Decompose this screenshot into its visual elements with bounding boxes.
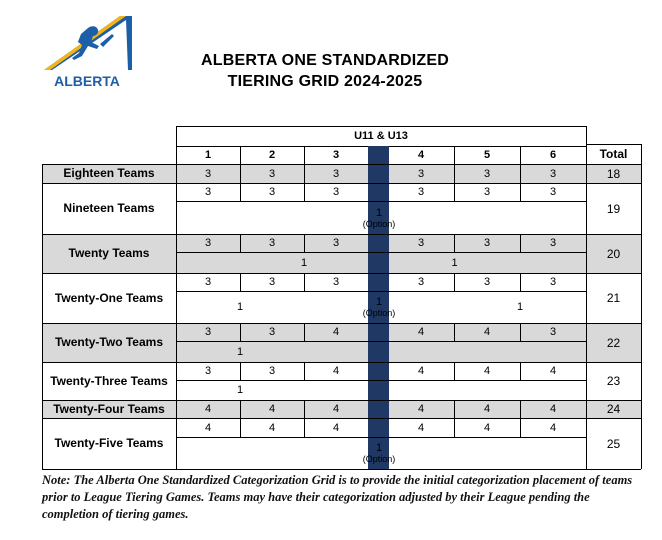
grid-line	[42, 418, 43, 469]
grid-line	[176, 418, 177, 469]
tier-count-cell: 4	[549, 403, 557, 415]
grid-line	[454, 362, 455, 380]
optional-team-cell	[389, 252, 520, 273]
tier-count-cell: 3	[268, 276, 276, 288]
grid-line	[641, 183, 642, 234]
grid-line	[641, 418, 642, 469]
grid-line	[176, 126, 586, 127]
tier-count-cell: 4	[332, 403, 340, 415]
grid-line	[240, 362, 241, 380]
tier-count-cell: 4	[417, 421, 425, 434]
optional-team-cell	[304, 201, 454, 234]
grid-line	[454, 183, 455, 201]
grid-line	[176, 291, 586, 292]
logo-text: ALBERTA	[54, 73, 120, 89]
optional-team-cell	[176, 380, 304, 400]
grid-line	[240, 418, 241, 437]
grid-line	[520, 164, 521, 183]
grid-line	[641, 362, 642, 400]
tier-count-cell: 4	[332, 326, 340, 338]
optional-team-value: 1	[375, 442, 383, 454]
grid-line	[42, 273, 641, 274]
tier-count-cell: 4	[483, 365, 491, 377]
grid-line	[42, 273, 43, 323]
grid-line	[586, 362, 587, 400]
tier-count-cell: 3	[417, 186, 425, 198]
grid-line	[586, 144, 587, 164]
grid-line	[304, 418, 305, 437]
grid-line	[454, 164, 455, 183]
grid-line	[304, 323, 305, 341]
optional-team-value: 1	[516, 301, 524, 313]
grid-line	[304, 183, 305, 201]
grid-line	[454, 400, 455, 418]
row-total: 20	[606, 246, 621, 261]
grid-line	[520, 362, 521, 380]
tier-count-cell: 4	[332, 421, 340, 434]
grid-line	[42, 164, 43, 183]
row-total: 21	[606, 291, 621, 305]
grid-line	[586, 183, 587, 234]
column-header-3: 3	[332, 149, 340, 161]
grid-line	[42, 164, 641, 165]
grid-line	[586, 418, 587, 469]
tier-count-cell: 3	[549, 276, 557, 288]
grid-line	[641, 164, 642, 183]
tier-count-cell: 3	[204, 237, 212, 249]
tier-count-cell: 3	[332, 237, 340, 249]
grid-line	[520, 273, 521, 291]
tier-count-cell: 4	[483, 326, 491, 338]
grid-line	[586, 164, 587, 183]
grid-line	[586, 126, 587, 146]
optional-team-cell	[304, 291, 454, 323]
grid-line	[42, 234, 641, 235]
grid-line	[520, 400, 521, 418]
tier-count-cell: 3	[268, 326, 276, 338]
grid-line	[176, 341, 586, 342]
grid-line	[304, 362, 305, 380]
grid-line	[304, 164, 305, 183]
row-label: Twenty Teams	[68, 246, 150, 260]
grid-line	[240, 400, 241, 418]
tier-count-cell: 4	[268, 403, 276, 415]
grid-line	[176, 183, 177, 234]
option-label: (Option)	[362, 308, 396, 318]
grid-line	[176, 437, 586, 438]
tier-count-cell: 4	[204, 403, 212, 415]
grid-line	[240, 273, 241, 291]
row-label: Nineteen Teams	[63, 201, 155, 215]
page-title-line1: ALBERTA ONE STANDARDIZED	[200, 52, 450, 69]
optional-team-value: 1	[375, 296, 383, 308]
grid-line	[641, 273, 642, 323]
tier-count-cell: 3	[268, 365, 276, 377]
tier-count-cell: 3	[483, 276, 491, 288]
grid-line	[520, 418, 521, 437]
tier-count-cell: 3	[332, 276, 340, 288]
grid-line	[176, 126, 177, 164]
column-header-5: 5	[483, 149, 491, 161]
row-label: Twenty-Three Teams	[50, 373, 168, 388]
grid-line	[304, 273, 305, 291]
optional-team-cell	[454, 291, 586, 323]
tier-count-cell: 4	[483, 421, 491, 434]
option-label: (Option)	[362, 218, 396, 229]
tier-count-cell: 4	[483, 403, 491, 415]
tier-count-cell: 4	[417, 403, 425, 415]
option-label: (Option)	[362, 454, 396, 464]
grid-line	[176, 201, 586, 202]
grid-line	[641, 400, 642, 418]
grid-line	[586, 144, 642, 145]
grid-line	[176, 273, 177, 323]
tier-count-cell: 4	[268, 421, 276, 434]
row-total: 18	[606, 166, 621, 181]
grid-line	[42, 323, 43, 362]
group-header: U11 & U13	[354, 130, 408, 142]
grid-line	[176, 234, 177, 273]
grid-line	[520, 183, 521, 201]
row-label: Eighteen Teams	[63, 166, 155, 180]
grid-line	[454, 234, 455, 252]
grid-line	[42, 418, 641, 419]
grid-line	[641, 144, 642, 164]
grid-line	[176, 380, 586, 381]
optional-team-cell	[176, 291, 304, 323]
tier-count-cell: 4	[332, 365, 340, 377]
footnote: Note: The Alberta One Standardized Categorization Grid is to provide the initial categorization placement of teams prior to League Tiering Games. Teams may have their categorization adjusted by their League pending the completion of tiering games.	[42, 473, 633, 521]
grid-line	[176, 323, 177, 362]
column-header-4: 4	[417, 149, 425, 161]
tier-count-cell: 4	[549, 365, 557, 377]
grid-line	[42, 323, 641, 324]
grid-line	[641, 234, 642, 273]
tier-count-cell: 3	[549, 167, 557, 180]
grid-line	[42, 183, 43, 234]
tier-count-cell: 3	[268, 167, 276, 180]
tier-count-cell: 3	[417, 237, 425, 249]
tier-count-cell: 4	[204, 421, 212, 434]
grid-line	[520, 234, 521, 252]
grid-line	[42, 469, 641, 470]
grid-line	[240, 234, 241, 252]
grid-line	[520, 323, 521, 341]
column-header-1: 1	[204, 149, 212, 161]
tier-count-cell: 3	[549, 326, 557, 338]
tier-count-cell: 4	[417, 326, 425, 338]
optional-team-value: 1	[236, 384, 244, 396]
grid-line	[240, 183, 241, 201]
row-total: 25	[606, 436, 621, 451]
optional-team-value: 1	[300, 256, 308, 269]
tier-count-cell: 3	[483, 237, 491, 249]
total-header: Total	[599, 147, 628, 161]
tier-count-cell: 3	[332, 167, 340, 180]
grid-line	[641, 323, 642, 362]
column-header-6: 6	[549, 149, 557, 161]
tier-count-cell: 3	[268, 237, 276, 249]
optional-team-value: 1	[236, 301, 244, 313]
tier-count-cell: 3	[204, 276, 212, 288]
optional-team-cell	[304, 437, 454, 469]
grid-line	[454, 418, 455, 437]
optional-team-value: 1	[451, 256, 458, 269]
row-label: Twenty-Two Teams	[54, 335, 163, 349]
tier-count-cell: 3	[204, 365, 212, 377]
tier-count-cell: 3	[204, 186, 212, 198]
tier-count-cell: 3	[417, 276, 425, 288]
row-total: 23	[606, 374, 621, 388]
tier-count-cell: 3	[483, 186, 491, 198]
grid-line	[586, 400, 587, 418]
grid-line	[42, 183, 641, 184]
grid-line	[240, 323, 241, 341]
tier-count-cell: 3	[332, 186, 340, 198]
row-label: Twenty-Five Teams	[54, 436, 164, 450]
grid-line	[42, 400, 43, 418]
grid-line	[240, 146, 241, 164]
grid-line	[454, 146, 455, 164]
grid-line	[304, 234, 305, 252]
grid-line	[586, 323, 587, 362]
row-label: Twenty-Four Teams	[53, 401, 165, 416]
grid-line	[454, 323, 455, 341]
grid-line	[42, 362, 43, 400]
column-header-2: 2	[268, 149, 276, 161]
row-label: Twenty-One Teams	[54, 290, 164, 305]
optional-team-value: 1	[236, 345, 244, 358]
grid-line	[42, 362, 641, 363]
tier-count-cell: 3	[549, 237, 557, 249]
grid-line	[42, 400, 641, 401]
grid-line	[454, 273, 455, 291]
grid-line	[176, 400, 177, 418]
tier-count-cell: 4	[417, 365, 425, 377]
grid-line	[176, 252, 586, 253]
grid-line	[176, 164, 177, 183]
row-total: 19	[606, 201, 621, 216]
row-total: 24	[606, 402, 621, 416]
tier-count-cell: 4	[549, 421, 557, 434]
grid-line	[586, 234, 587, 273]
grid-line	[304, 146, 305, 164]
grid-line	[240, 164, 241, 183]
grid-line	[520, 146, 521, 164]
tier-count-cell: 3	[417, 167, 425, 180]
grid-line	[42, 234, 43, 273]
grid-line	[586, 273, 587, 323]
row-total: 22	[606, 335, 621, 350]
optional-team-cell	[240, 252, 368, 273]
tier-count-cell: 3	[268, 186, 276, 198]
tier-count-cell: 3	[204, 326, 212, 338]
grid-line	[176, 362, 177, 400]
grid-line	[304, 400, 305, 418]
tier-count-cell: 3	[483, 167, 491, 180]
tier-count-cell: 3	[204, 167, 212, 180]
tier-count-cell: 3	[549, 186, 557, 198]
page-title-line2: TIERING GRID 2024-2025	[227, 73, 423, 90]
optional-team-value: 1	[375, 206, 383, 219]
optional-team-cell	[176, 341, 304, 362]
